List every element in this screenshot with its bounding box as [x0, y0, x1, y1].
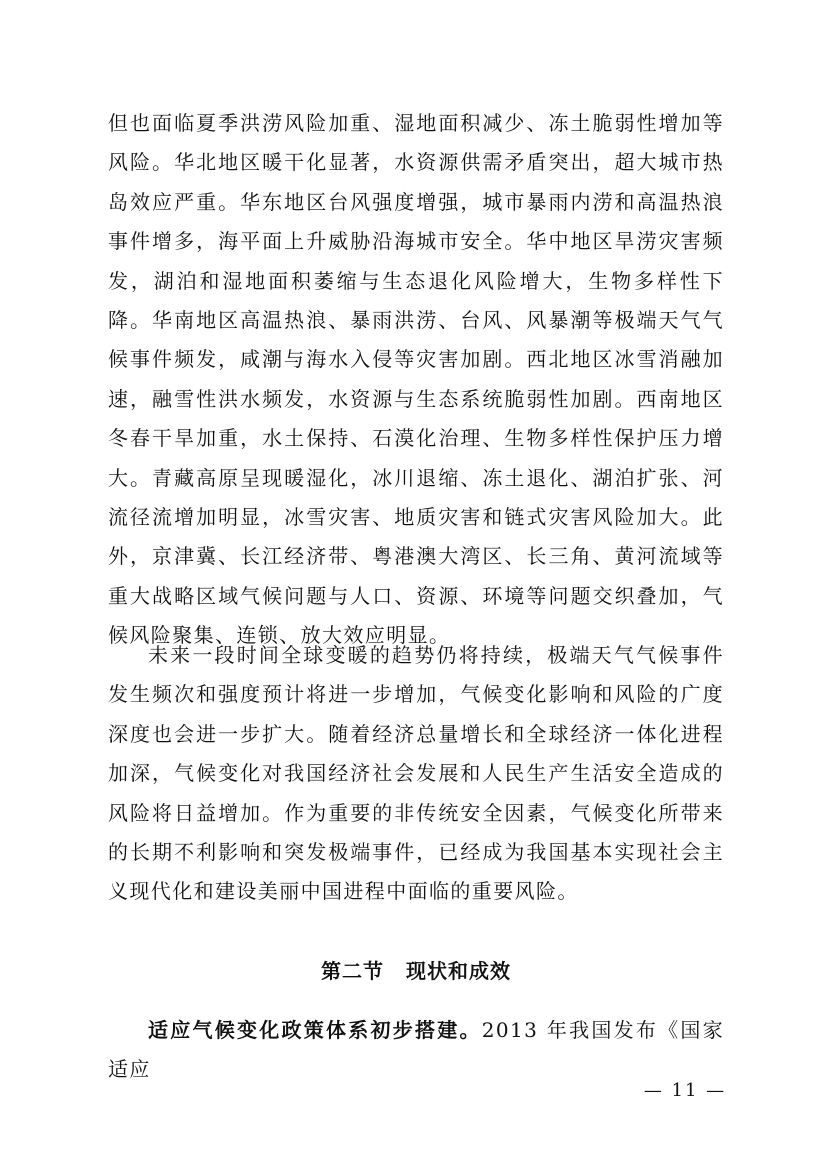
paragraph-policy-system — [108, 1011, 724, 1090]
paragraph-regional-risks: 但也面临夏季洪涝风险加重、湿地面积减少、冻土脆弱性增加等风险。华北地区暖干化显著，水资源供需矛盾突出，超大城市热岛效应严重。华东地区台风强度增强，城市暴雨内涝和高温热浪事件增多，海平面上升威胁沿海城市安全。华中地区旱涝灾害频发，湖泊和湿地面积萎缩与生态退化风险增大，生物多样性下降。华南地区高温热浪、暴雨洪涝、台风、风暴潮等极端天气气候事件频发，咸潮与海水入侵等灾害加剧。西北地区冰雪消融加速，融雪性洪水频发，水资源与生态系统脆弱性加剧。西南地区冬春干旱加重，水土保持、石漠化治理、生物多样性保护压力增大。青藏高原呈现暖湿化，冰川退缩、冻土退化、湖泊扩张、河流径流增加明显，冰雪灾害、地质灾害和链式灾害风险加大。此外，京津冀、长江经济带、粤港澳大湾区、长三角、黄河流域等重大战略区域气候问题与人口、资源、环境等问题交织叠加，气候风险聚集、连锁、放大效应明显。 — [108, 111, 724, 648]
paragraph-lead-heading: 适应气候变化政策体系初步搭建。 — [148, 1018, 482, 1042]
paragraph-lead-text: 2013 年我国发布《国家适应 — [108, 1018, 724, 1082]
section-number: 第二节 — [321, 959, 384, 983]
paragraph-future-risks: 未来一段时间全球变暖的趋势仍将持续，极端天气气候事件发生频次和强度预计将进一步增加，气候变化影响和风险的广度深度也会进一步扩大。随着经济总量增长和全球经济一体化进程加深，气候变化对我国经济社会发展和人民生产生活安全造成的风险将日益增加。作为重要的非传统安全因素，气候变化所带来的长期不利影响和突发极端事件，已经成为我国基本实现社会主义现代化和建设美丽中国进程中面临的重要风险。 — [108, 643, 724, 904]
page-number: — 11 — — [643, 1080, 727, 1101]
section-heading — [108, 951, 724, 991]
section-title-text: 现状和成效 — [406, 959, 511, 983]
